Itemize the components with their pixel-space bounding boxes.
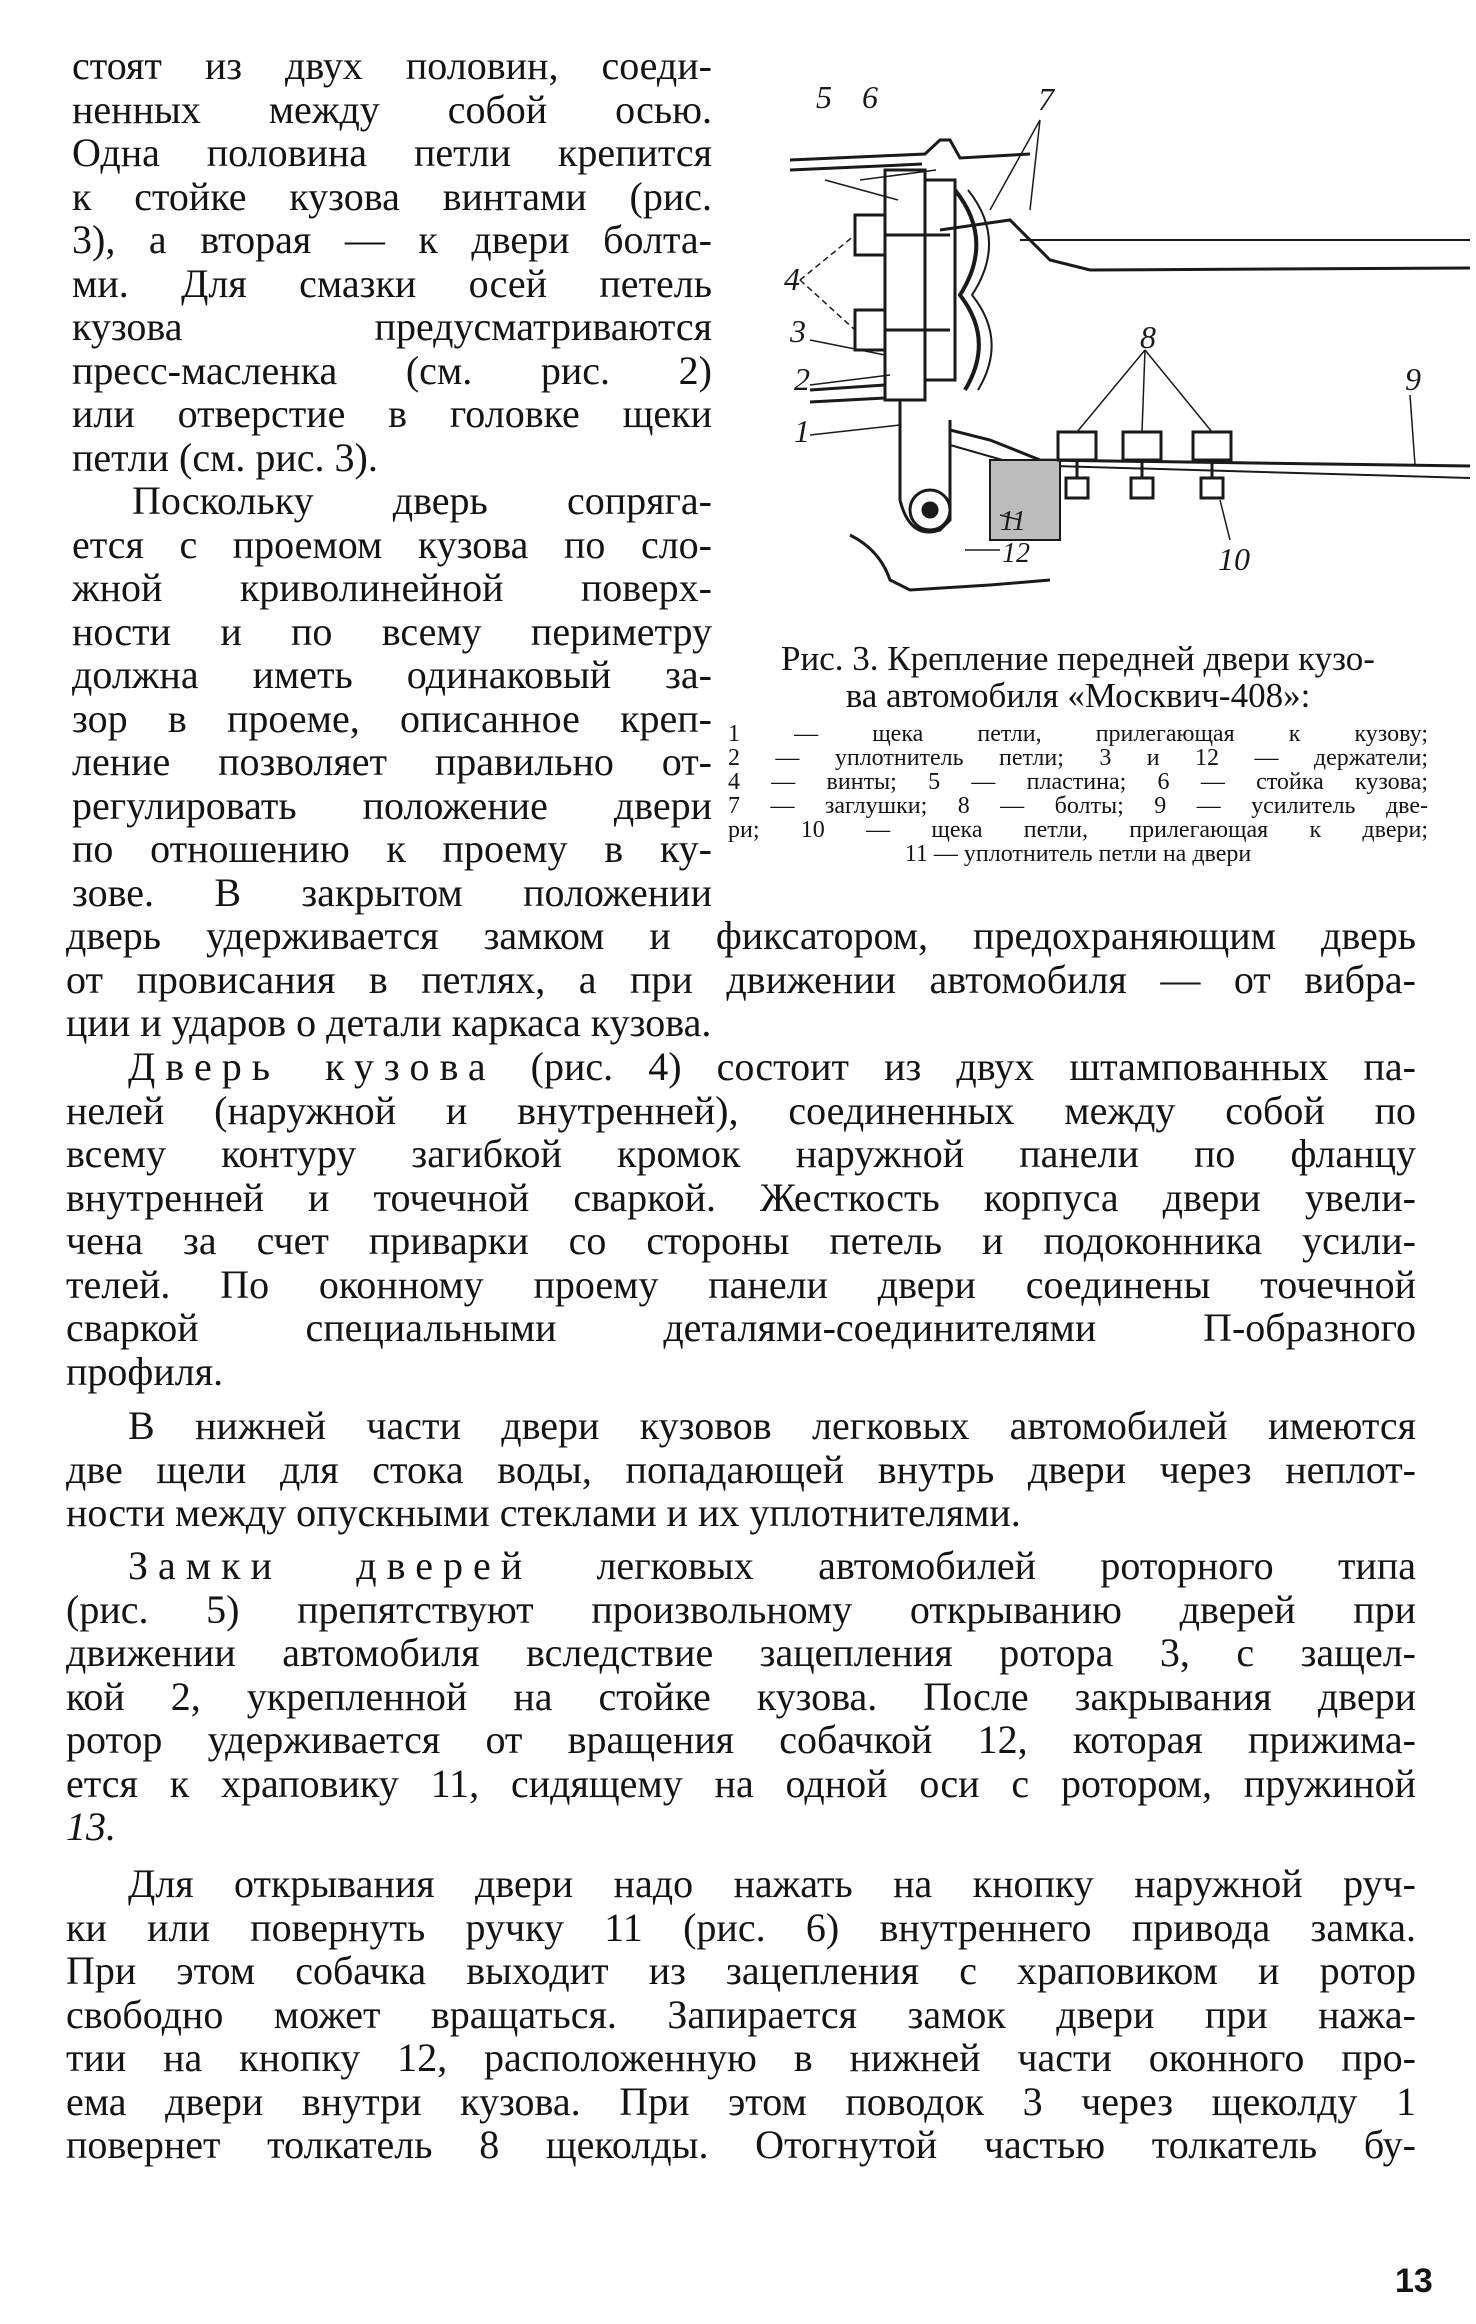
text-line: всему контуру загибкой кромок наружной панели по фланцу: [66, 1131, 1416, 1176]
term-door: Дверь кузова: [128, 1044, 496, 1089]
text-line: ненных между собой осью.: [72, 86, 712, 132]
figure-label: 9: [1405, 361, 1421, 397]
text-line: телей. По оконному проему панели двери соединены точечной: [66, 1261, 1416, 1307]
text-line: При этом собачка выходит из зацепления с храповиком и ротор: [66, 1948, 1416, 1993]
figure-caption: [728, 640, 1428, 714]
figure-label: 5: [816, 79, 832, 115]
figure-label: 8: [1140, 319, 1156, 355]
legend-line: 4 — винты; 5 — пластина; 6 — стойка кузова;: [728, 769, 1428, 795]
text-line: кузова предусматриваются: [72, 304, 712, 349]
text-line: дверь удерживается замком и фиксатором, предохраняющим дверь: [66, 913, 1416, 958]
text-line: чена за счет приварки со стороны петель и подоконника усили-: [66, 1218, 1416, 1263]
legend-line: 1 — щека петли, прилегающая к кузову;: [728, 721, 1428, 747]
text-line: нелей (наружной и внутренней), соединенных между собой по: [66, 1087, 1416, 1133]
text-line: 3), а вторая — к двери болта-: [72, 217, 712, 262]
text-line: ки или повернуть ручку 11 (рис. 6) внутреннего привода замка.: [66, 1904, 1416, 1950]
text-line: ление позволяет правильно от-: [72, 739, 712, 784]
page-number: 13: [1395, 2262, 1433, 2300]
text-line: или отверстие в головке щеки: [72, 391, 712, 436]
legend-line: 11 — уплотнитель петли на двери: [904, 841, 1252, 867]
text-line: В нижней части двери кузовов легковых автомобилей имеются: [128, 1403, 1416, 1448]
text-line: должна иметь одинаковый за-: [72, 652, 712, 697]
text-line: две щели для стока воды, попадающей внутрь двери через неплот-: [66, 1446, 1416, 1492]
text-line: зове. В закрытом положении: [72, 869, 712, 915]
figure-label: 3: [790, 313, 806, 349]
text-line: ется к храповику 11, сидящему на одной оси с ротором, пружиной: [66, 1760, 1416, 1806]
text-line: зор в проеме, описанное креп-: [72, 695, 712, 741]
hinge-drawing: [784, 79, 1470, 640]
term-locks: Замки дверей: [128, 1543, 533, 1588]
figure-label: 1: [794, 413, 810, 449]
figure-label: 7: [1038, 81, 1054, 117]
text-line: профиля.: [66, 1348, 224, 1394]
caption-line: ва автомобиля «Москвич-408»:: [845, 676, 1311, 715]
text-line: 13.: [66, 1804, 116, 1849]
text-fragment: (рис. 4) состоит из двух штампованных па-: [495, 1044, 1416, 1089]
text-line: регулировать положение двери: [72, 782, 712, 828]
legend-line: 7 — заглушки; 8 — болты; 9 — усилитель две-: [728, 793, 1428, 819]
text-line: ми. Для смазки осей петель: [72, 260, 712, 306]
text-line: Для открывания двери надо нажать на кнопку наружной руч-: [128, 1861, 1416, 1906]
text-line: ется с проемом кузова по сло-: [72, 521, 712, 567]
text-line: Одна половина петли крепится: [72, 130, 712, 175]
text-line: тии на кнопку 12, расположенную в нижней части оконного про-: [66, 2035, 1416, 2080]
text-line: ема двери внутри кузова. При этом поводок 3 через щеколду 1: [66, 2078, 1416, 2124]
text-line: от провисания в петлях, а при движении автомобиля — от вибра-: [66, 956, 1416, 1002]
text-line: петли (см. рис. 3).: [72, 434, 378, 480]
caption-line: Рис. 3. Крепление передней двери кузо-: [781, 639, 1375, 678]
text-line: сваркой специальными деталями-соединителями П-образного: [66, 1305, 1416, 1350]
figure-door-hinge: [784, 79, 1470, 640]
legend-line: 2 — уплотнитель петли; 3 и 12 — держатели;: [728, 745, 1428, 771]
text-line: повернет толкатель 8 щеколды. Отогнутой частью толкатель бу-: [66, 2122, 1416, 2167]
text-line: (рис. 5) препятствуют произвольному открыванию дверей при: [66, 1586, 1416, 1632]
text-fragment: легковых автомобилей роторного типа: [532, 1543, 1416, 1588]
text-line: к стойке кузова винтами (рис.: [72, 173, 712, 219]
text-line: ности и по всему периметру: [72, 608, 712, 654]
text-line: свободно может вращаться. Запирается замок двери при нажа-: [66, 1991, 1416, 2037]
text-line: движении автомобиля вследствие зацепления ротора 3, с защел-: [66, 1630, 1416, 1675]
text-line: жной криволинейной поверх-: [72, 565, 712, 610]
figure-legend: [728, 722, 1428, 866]
figure-label: 11: [1000, 506, 1026, 537]
text-line: Поскольку дверь сопряга-: [132, 478, 712, 523]
text-line: внутренней и точечной сваркой. Жесткость корпуса двери увели-: [66, 1174, 1416, 1220]
text-line: ции и ударов о детали каркаса кузова.: [66, 1000, 712, 1045]
door-paragraph-first-line: [128, 1045, 1416, 1089]
figure-label: 10: [1218, 541, 1250, 577]
locks-paragraph-first-line: [128, 1544, 1416, 1588]
text-line: по отношению к проему в ку-: [72, 826, 712, 871]
figure-label: 2: [794, 361, 810, 397]
figure-label: 6: [862, 79, 878, 115]
text-line: стоят из двух половин, соеди-: [72, 43, 712, 88]
text-line: кой 2, укрепленной на стойке кузова. После закрывания двери: [66, 1673, 1416, 1719]
figure-label: 4: [784, 261, 800, 297]
legend-line: ри; 10 — щека петли, прилегающая к двери;: [728, 817, 1428, 843]
text-line: ности между опускными стеклами и их уплотнителями.: [66, 1490, 1021, 1535]
text-line: ротор удерживается от вращения собачкой 12, которая прижима-: [66, 1717, 1416, 1762]
figure-label: 12: [1002, 538, 1030, 569]
text-line: пресс-масленка (см. рис. 2): [72, 347, 712, 393]
